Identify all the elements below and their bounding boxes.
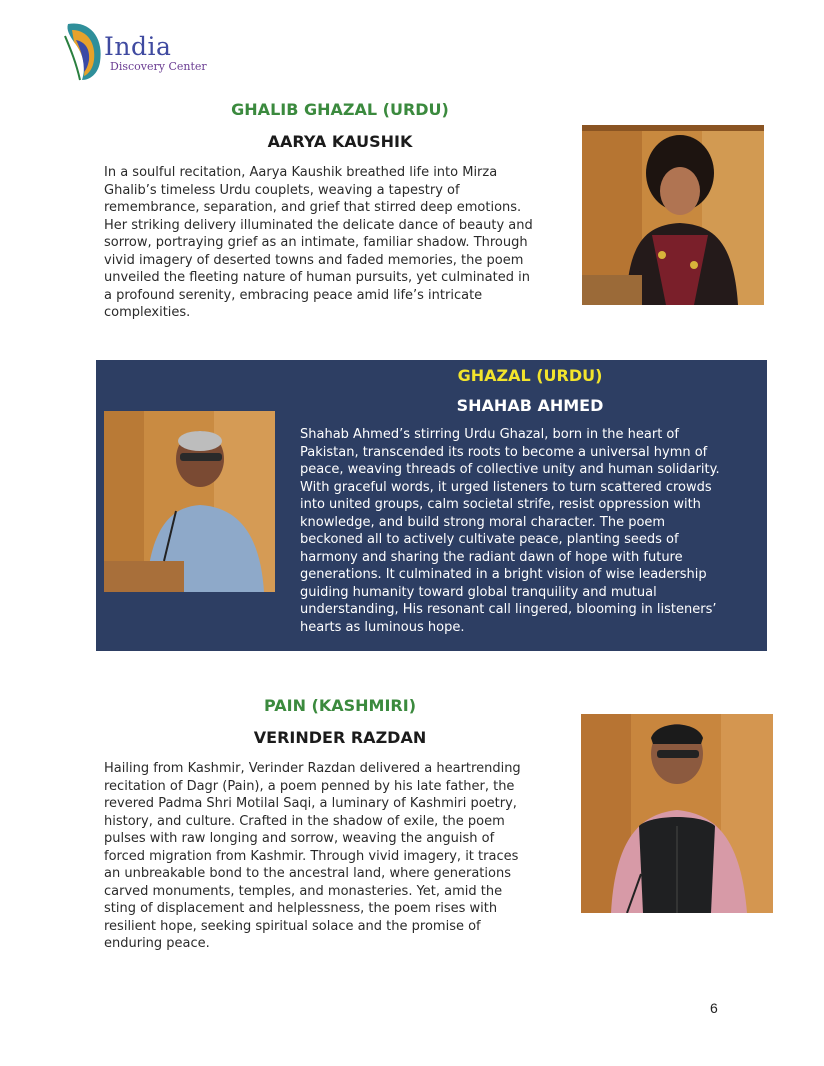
text-line: sorrow, portraying grief as an intimate, familiar shadow. Through — [104, 235, 528, 250]
text-line: forced migration from Kashmir. Through vivid imagery, it traces — [104, 848, 519, 864]
text-line: unveiled the fleeting nature of human pursuits, yet culminated in — [104, 270, 530, 285]
section2-performer: SHAHAB AHMED — [456, 396, 604, 415]
text-line: Shahab Ahmed’s stirring Urdu Ghazal, born in the heart of — [300, 427, 679, 442]
text-line: With graceful words, it urged listeners to turn scattered crowds — [300, 479, 712, 495]
section1-description — [104, 164, 574, 322]
peacock-feather-icon — [60, 18, 110, 82]
text-line: beckoned all to actively cultivate peace, planting seeds of — [300, 532, 679, 547]
logo-subtitle: Discovery Center — [110, 60, 207, 73]
text-line: history, and culture. Crafted in the shadow of exile, the poem — [104, 813, 505, 829]
text-line: recitation of Dagr (Pain), a poem penned by his late father, the — [104, 778, 515, 794]
text-line: revered Padma Shri Motilal Saqi, a luminary of Kashmiri poetry, — [104, 796, 517, 811]
section3-performer: VERINDER RAZDAN — [253, 728, 427, 747]
text-line: sting of displacement and helplessness, the poem rises with — [104, 901, 498, 916]
text-line: into united groups, calm societal strife, resist oppression with — [300, 497, 701, 512]
text-line: hearts as luminous hope. — [300, 619, 465, 635]
performer-photo-verinder — [581, 714, 773, 913]
text-line: a profound serenity, embracing peace amid life’s intricate — [104, 287, 483, 303]
text-line: harmony and sharing the radiant dawn of hope with future — [300, 549, 683, 565]
text-line: Hailing from Kashmir, Verinder Razdan delivered a heartrending — [104, 761, 521, 776]
text-line: remembrance, separation, and grief that stirred deep emotions. — [104, 200, 522, 215]
section2-description — [300, 426, 762, 636]
page-number: 6 — [710, 1000, 718, 1016]
section2-title: GHAZAL (URDU) — [457, 366, 603, 385]
text-line: Her striking delivery illuminated the delicate dance of beauty and — [104, 217, 533, 233]
text-line: guiding humanity toward global tranquility and mutual — [300, 584, 657, 600]
section3-title: PAIN (KASHMIRI) — [263, 696, 417, 715]
section1-title: GHALIB GHAZAL (URDU) — [231, 100, 449, 119]
text-line: Ghalib’s timeless Urdu couplets, weaving a tapestry of — [104, 182, 460, 198]
text-line: pulses with raw longing and sorrow, weaving the anguish of — [104, 831, 495, 846]
text-line: generations. It culminated in a bright vision of wise leadership — [300, 567, 707, 582]
text-line: carved monuments, temples, and monasteries. Yet, amid the — [104, 883, 503, 899]
performer-photo-shahab — [104, 411, 275, 592]
text-line: Pakistan, transcended its roots to become a universal hymn of — [300, 444, 708, 460]
logo-title: India — [104, 32, 172, 61]
text-line: understanding, His resonant call lingered, blooming in listeners’ — [300, 602, 717, 617]
text-line: resilient hope, seeking spiritual solace and the promise of — [104, 918, 481, 934]
text-line: peace, weaving threads of collective unity and human solidarity. — [300, 462, 720, 477]
section1-performer: AARYA KAUSHIK — [267, 132, 413, 151]
text-line: an unbreakable bond to the ancestral land, where generations — [104, 866, 511, 881]
text-line: knowledge, and build strong moral character. The poem — [300, 514, 666, 530]
section3-description — [104, 760, 574, 953]
text-line: vivid imagery of deserted towns and faded memories, the poem — [104, 252, 524, 268]
text-line: complexities. — [104, 305, 191, 320]
text-line: In a soulful recitation, Aarya Kaushik breathed life into Mirza — [104, 165, 498, 180]
logo — [60, 18, 230, 82]
text-line: enduring peace. — [104, 936, 210, 951]
performer-photo-aarya — [582, 125, 764, 305]
